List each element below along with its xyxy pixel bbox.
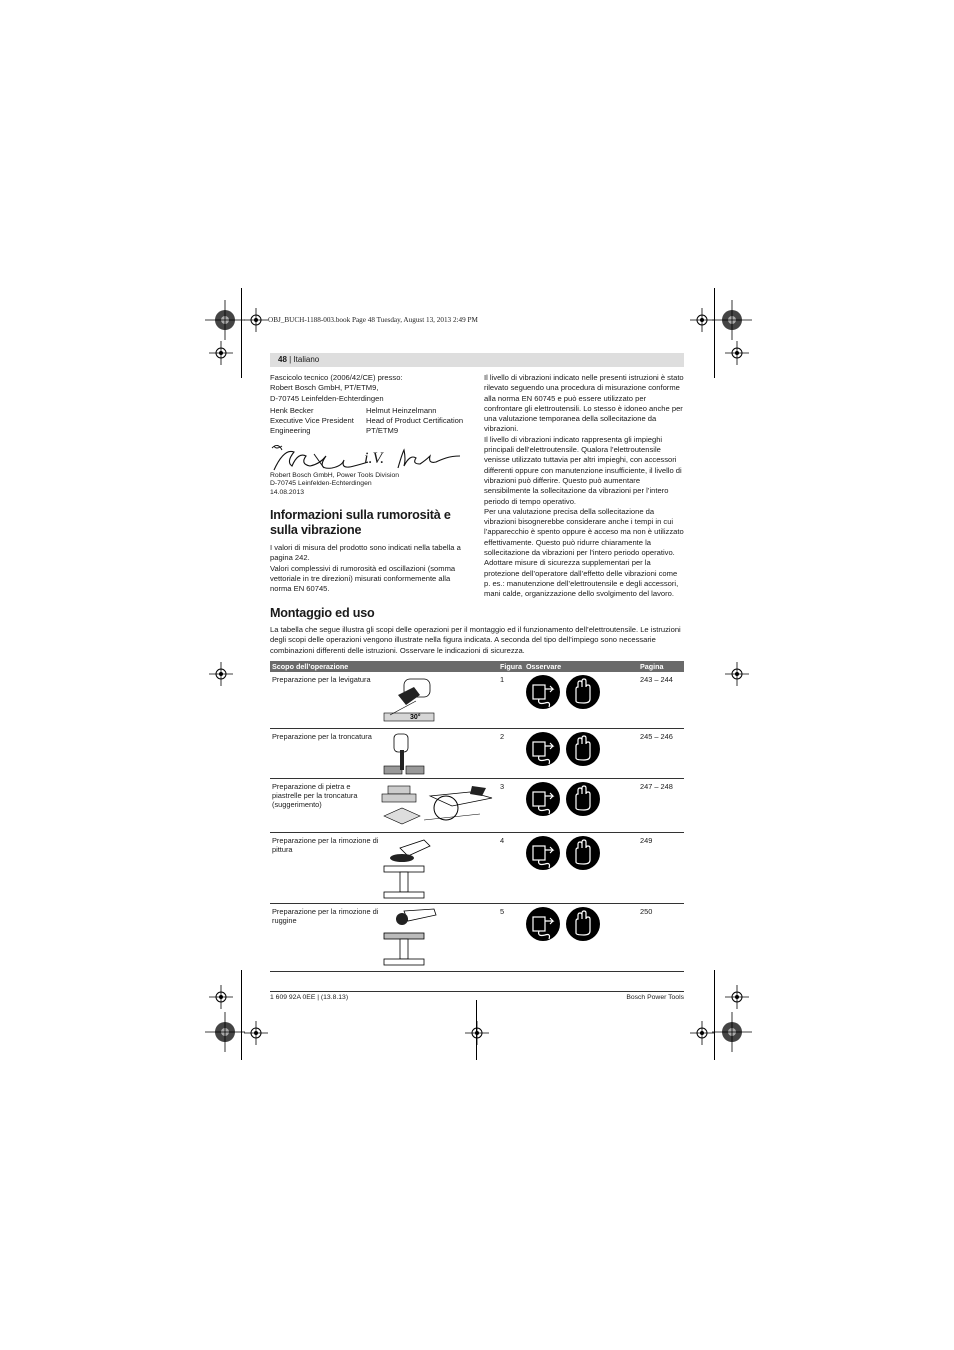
figure-cell: 5 <box>498 903 524 971</box>
purpose-cell <box>270 728 498 778</box>
company-line: 14.08.2013 <box>270 488 305 496</box>
gloves-icon <box>566 732 600 766</box>
gloves-icon <box>566 907 600 941</box>
unplug-icon <box>526 782 560 816</box>
noise-text <box>270 543 470 594</box>
unplug-icon <box>526 836 560 870</box>
col-header-page: Pagina <box>638 661 684 672</box>
noise-paragraph: Valori complessivi di rumorosità ed oscillazioni (somma vettoriale in tre direzioni) misurati conformemente alla norma EN 60745. <box>270 563 456 594</box>
registration-mark-icon <box>205 1012 245 1052</box>
crop-line <box>241 970 242 1060</box>
purpose-cell <box>270 778 498 832</box>
table-header-row <box>270 661 684 672</box>
crosshair-mark-icon <box>690 308 714 332</box>
crosshair-mark-icon <box>690 1021 714 1045</box>
crop-line <box>241 288 242 378</box>
cutting-illustration-icon <box>380 732 436 776</box>
crosshair-mark-icon <box>725 341 749 365</box>
table-row <box>270 832 684 903</box>
purpose-text: Preparazione per la levigatura <box>272 675 371 684</box>
signer-1 <box>270 406 366 437</box>
signer-2-dept: PT/ETM9 <box>366 426 399 436</box>
company-line: D-70745 Leinfelden-Echterdingen <box>270 480 372 488</box>
registration-mark-icon <box>712 300 752 340</box>
observe-cell <box>524 903 638 971</box>
crosshair-mark-icon <box>244 1021 268 1045</box>
footer-right: Bosch Power Tools <box>626 994 684 1001</box>
header-separator: | <box>286 355 294 364</box>
crop-line <box>714 970 715 1060</box>
figure-cell: 1 <box>498 672 524 728</box>
footer-rule <box>270 991 684 992</box>
signature-prefix: i.V. <box>364 450 385 467</box>
gloves-icon <box>566 782 600 816</box>
page-cell: 245 – 246 <box>638 728 684 778</box>
noise-heading: Informazioni sulla rumorosità e sulla vibrazione <box>270 508 451 537</box>
observe-cell <box>524 832 638 903</box>
vibration-paragraph: Il livello di vibrazioni indicato nelle presenti istruzioni è stato rilevato seguendo una procedura di misurazione conforme alla norma EN 60745 e può essere utilizzato per confrontare gli elettroutensili. Lo stesso è idoneo anche per una valutazione temporanea della sollecitazione da vibrazioni. <box>484 373 684 434</box>
page-cell: 243 – 244 <box>638 672 684 728</box>
company-line: Robert Bosch GmbH, Power Tools Division <box>270 472 400 479</box>
table-row <box>270 672 684 728</box>
table-row <box>270 778 684 832</box>
crosshair-mark-icon <box>465 1021 489 1045</box>
observe-cell <box>524 672 638 728</box>
signer-1-title: Executive Vice President <box>270 416 354 426</box>
vibration-paragraph: Adottare misure di sicurezza supplementari per la protezione dell’operatore dall’effetto delle vibrazioni come p. es.: manutenzione dell’elettroutensile e degli accessori, mani calde, organizzazione dello svolgimento del lavoro. <box>484 558 679 599</box>
page-number: 48 <box>278 355 287 364</box>
crop-line <box>714 288 715 378</box>
signature-2-image <box>394 446 464 470</box>
header-language: Italiano <box>293 355 320 364</box>
vibration-paragraph: Il livello di vibrazioni indicato rappresenta gli impieghi principali dell’elettroutensile. Qualora l’elettroutensile venisse utilizzato tuttavia per altri impieghi, con accessori differenti oppure con manutenzione insufficiente, il livello di vibrazioni può differire. Questo può aumentare sensibilmente la sollecitazione da vibrazioni per l’intero periodo di tempo operativo. <box>484 434 682 506</box>
col-header-purpose: Scopo dell’operazione <box>270 661 498 672</box>
signer-2 <box>366 406 463 437</box>
registration-mark-icon <box>205 300 245 340</box>
unplug-icon <box>526 675 560 709</box>
page-cell: 247 – 248 <box>638 778 684 832</box>
purpose-text: Preparazione per la troncatura <box>272 731 372 741</box>
tech-file-line: D-70745 Leinfelden-Echterdingen <box>270 393 384 403</box>
stone-tile-illustration-icon <box>380 782 496 830</box>
grinding-illustration-icon <box>380 675 436 723</box>
unplug-icon <box>526 732 560 766</box>
signers <box>270 406 470 437</box>
tech-file-line: Fascicolo tecnico (2006/42/CE) presso: <box>270 373 403 382</box>
figure-cell: 3 <box>498 778 524 832</box>
footer-left: 1 609 92A 0EE | (13.8.13) <box>270 994 349 1001</box>
angle-label: 30° <box>410 714 421 721</box>
page-header <box>270 353 684 367</box>
crosshair-mark-icon <box>725 662 749 686</box>
purpose-cell <box>270 903 498 971</box>
tech-file-line: Robert Bosch GmbH, PT/ETM9, <box>270 383 379 393</box>
purpose-text: Preparazione di pietra e piastrelle per la troncatura (suggerimento) <box>272 781 358 809</box>
table-row <box>270 903 684 971</box>
left-column <box>270 373 470 437</box>
figure-cell: 4 <box>498 832 524 903</box>
assembly-heading: Montaggio ed uso <box>270 606 375 620</box>
crosshair-mark-icon <box>209 341 233 365</box>
purpose-cell <box>270 672 498 728</box>
figure-cell: 2 <box>498 728 524 778</box>
signer-1-dept: Engineering <box>270 426 311 436</box>
signer-1-name: Henk Becker <box>270 405 314 415</box>
page-cell: 250 <box>638 903 684 971</box>
col-header-figure: Figura <box>500 662 522 671</box>
paint-removal-illustration-icon <box>380 836 440 902</box>
print-slug: OBJ_BUCH-1188-003.book Page 48 Tuesday, August 13, 2013 2:49 PM <box>268 316 478 324</box>
crosshair-mark-icon <box>209 662 233 686</box>
observe-cell <box>524 778 638 832</box>
gloves-icon <box>566 836 600 870</box>
rust-removal-illustration-icon <box>380 907 440 971</box>
observe-cell <box>524 728 638 778</box>
signer-2-name: Helmut Heinzelmann <box>366 405 437 415</box>
operations-table <box>270 661 684 972</box>
unplug-icon <box>526 907 560 941</box>
noise-paragraph: I valori di misura del prodotto sono indicati nella tabella a pagina 242. <box>270 543 461 563</box>
right-column <box>484 373 684 600</box>
purpose-cell <box>270 832 498 903</box>
assembly-intro: La tabella che segue illustra gli scopi delle operazioni per il montaggio ed il funzionamento dell’elettroutensile. Le istruzioni degli scopi delle operazioni vengono illustrate nella figura indicata. A seconda del tipo dell’impiego sono necessarie combinazioni differenti delle istruzioni. Osservare le indicazioni di sicurezza. <box>270 625 681 655</box>
table-row <box>270 728 684 778</box>
crosshair-mark-icon <box>725 985 749 1009</box>
signer-2-title: Head of Product Certification <box>366 416 464 426</box>
crop-line <box>476 1000 477 1060</box>
page-cell: 249 <box>638 832 684 903</box>
vibration-paragraph: Per una valutazione precisa della sollecitazione da vibrazioni bisognerebbe considerare anche i tempi in cui l’apparecchio è spento oppure è acceso ma non è utilizzato effettivamente. Questo può ridurre chiaramente la sollecitazione da vibrazioni per l’intero periodo operativo. <box>484 506 684 558</box>
registration-mark-icon <box>712 1012 752 1052</box>
crosshair-mark-icon <box>244 308 268 332</box>
gloves-icon <box>566 675 600 709</box>
purpose-text: Preparazione per la rimozione di pittura <box>272 835 379 854</box>
crosshair-mark-icon <box>209 985 233 1009</box>
col-header-observe: Osservare <box>524 661 638 672</box>
company-block <box>270 472 470 497</box>
purpose-text: Preparazione per la rimozione di ruggine <box>272 906 379 925</box>
